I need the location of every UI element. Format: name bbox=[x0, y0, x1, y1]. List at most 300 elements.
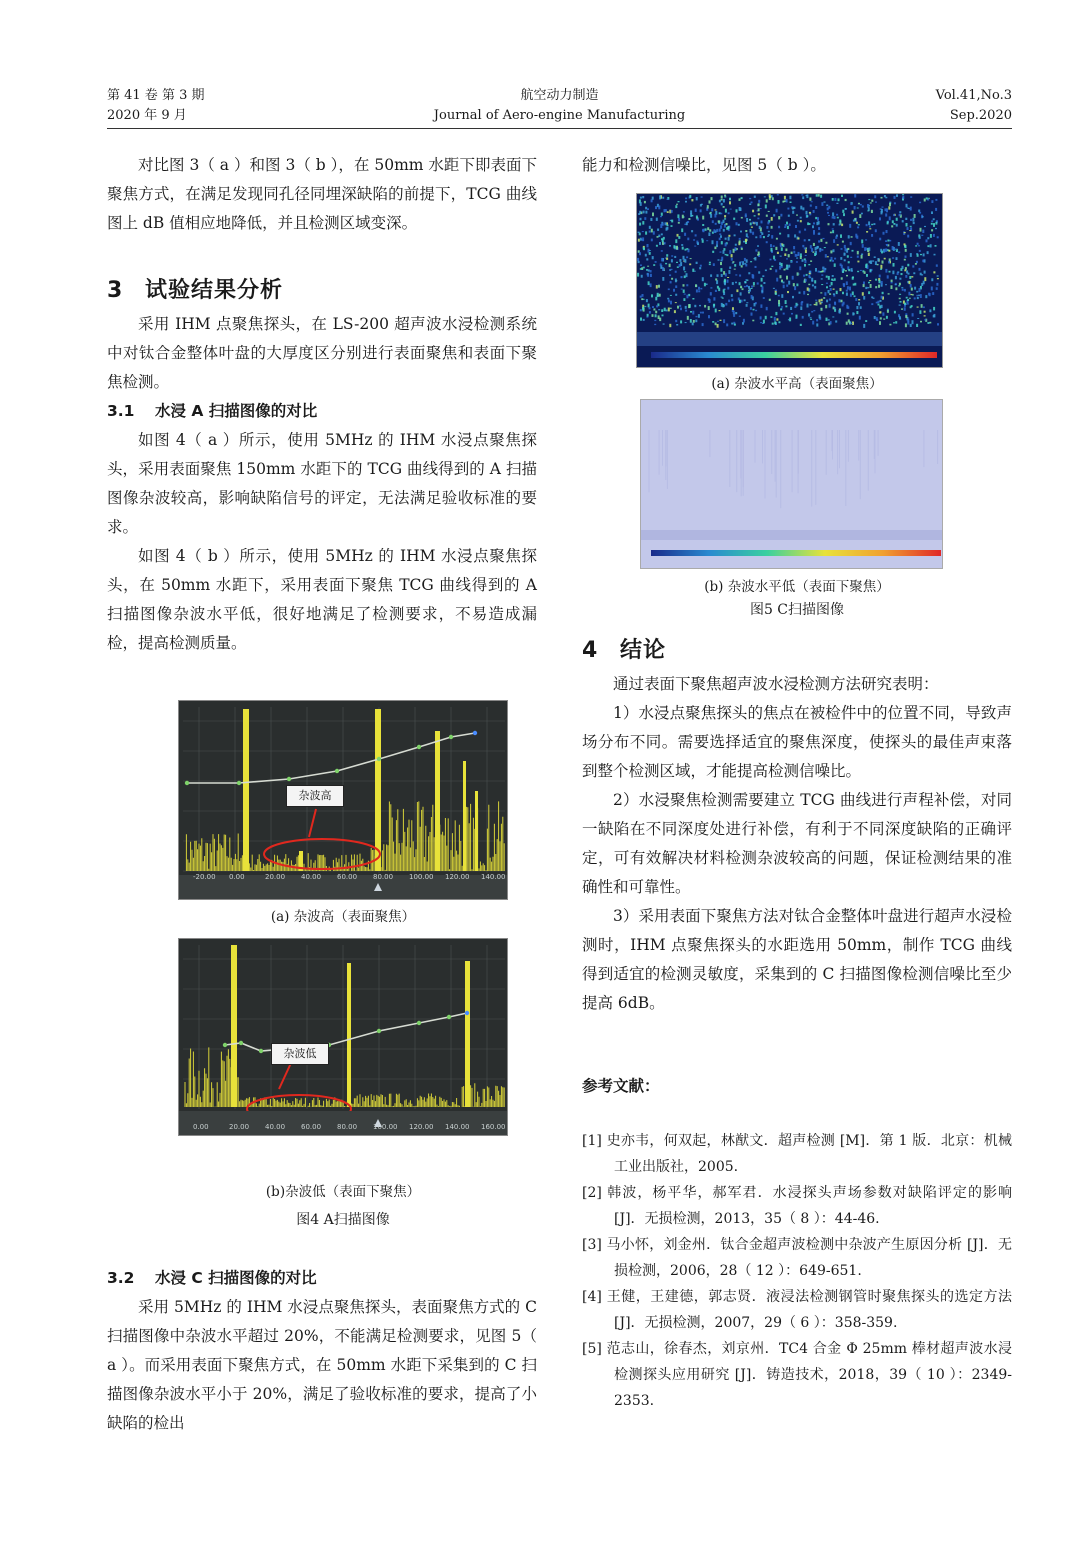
cscan-speckle bbox=[826, 286, 828, 288]
reference-item: [1] 史亦韦，何双起，林猷文．超声检测 [M]．第 1 版．北京：机械工业出版社，2005. bbox=[582, 1133, 1012, 1175]
cscan-speckle bbox=[892, 271, 894, 275]
cscan-speckle bbox=[881, 197, 883, 199]
cscan-speckle bbox=[929, 309, 931, 312]
cscan-speckle bbox=[932, 292, 934, 295]
cscan-speckle bbox=[716, 280, 718, 284]
cscan-speckle bbox=[760, 304, 762, 308]
cscan-speckle bbox=[765, 316, 767, 320]
cscan-speckle bbox=[677, 306, 679, 309]
cscan-speckle bbox=[849, 287, 851, 291]
cscan-speckle bbox=[868, 253, 870, 256]
cscan-faint-streak bbox=[845, 430, 846, 506]
cscan-speckle bbox=[917, 243, 919, 245]
cscan-speckle bbox=[683, 298, 685, 301]
cscan-speckle bbox=[869, 226, 871, 228]
cscan-speckle bbox=[855, 298, 857, 301]
cscan-speckle bbox=[653, 264, 655, 266]
cscan-speckle bbox=[813, 243, 815, 246]
cscan-speckle bbox=[652, 213, 654, 217]
cscan-speckle bbox=[723, 319, 725, 323]
paragraph-3-1-b: 如图 4（ b ）所示，使用 5MHz 的 IHM 水浸点聚焦探头，在 50mm 水距下，采用表面下聚焦 TCG 曲线得到的 A 扫描图像杂波水平低，很好地满足了检测要求，不易造成漏检，提高检测质量。 bbox=[107, 547, 537, 652]
cscan-speckle bbox=[717, 321, 719, 322]
cscan-speckle bbox=[686, 248, 688, 250]
cscan-speckle bbox=[871, 296, 873, 298]
cscan-speckle bbox=[766, 215, 768, 217]
cscan-speckle bbox=[834, 258, 836, 260]
cscan-speckle bbox=[921, 304, 923, 308]
cscan-speckle bbox=[663, 237, 665, 240]
cscan-colorbar bbox=[651, 550, 941, 556]
cscan-speckle bbox=[854, 295, 856, 297]
paragraph-3-1-a: 如图 4（ a ）所示，使用 5MHz 的 IHM 水浸点聚焦探头，采用表面聚焦 150mm 水距下的 TCG 曲线得到的 A 扫描图像杂波较高，影响缺陷信号的评定，无法满足验收标准的要求。 bbox=[107, 431, 537, 536]
tcg-point bbox=[377, 757, 381, 761]
cscan-speckle bbox=[696, 289, 698, 292]
cscan-speckle bbox=[744, 258, 746, 261]
cscan-speckle bbox=[889, 271, 891, 273]
cscan-speckle bbox=[661, 233, 663, 235]
cscan-speckle bbox=[834, 263, 836, 267]
cscan-speckle bbox=[885, 208, 887, 211]
references-title: 参考文献： bbox=[582, 1077, 660, 1095]
cscan-speckle bbox=[885, 248, 887, 251]
cscan-speckle bbox=[734, 234, 736, 236]
cscan-speckle bbox=[745, 239, 747, 242]
cscan-speckle bbox=[754, 196, 756, 198]
cscan-speckle bbox=[838, 310, 840, 313]
cscan-speckle bbox=[908, 273, 910, 275]
cscan-speckle bbox=[736, 222, 738, 225]
cscan-speckle bbox=[650, 270, 652, 273]
cscan-speckle bbox=[763, 236, 765, 238]
cscan-speckle bbox=[867, 287, 869, 288]
cscan-speckle bbox=[826, 283, 828, 284]
cscan-speckle bbox=[930, 244, 932, 247]
cscan-speckle bbox=[833, 239, 835, 243]
cscan-speckle bbox=[766, 307, 768, 310]
cscan-speckle bbox=[862, 205, 864, 207]
cscan-speckle bbox=[899, 305, 901, 306]
cscan-speckle bbox=[794, 306, 796, 308]
cscan-speckle bbox=[660, 263, 662, 266]
cscan-speckle bbox=[843, 302, 845, 305]
cscan-speckle bbox=[881, 305, 883, 308]
cscan-speckle bbox=[730, 209, 732, 210]
cscan-speckle bbox=[754, 303, 756, 306]
cscan-speckle bbox=[754, 257, 756, 261]
cscan-speckle bbox=[691, 199, 693, 201]
cscan-speckle bbox=[689, 195, 691, 198]
cscan-speckle bbox=[827, 207, 829, 210]
cscan-speckle bbox=[732, 282, 734, 285]
cscan-speckle bbox=[899, 211, 901, 213]
cscan-speckle bbox=[644, 201, 646, 203]
cscan-speckle bbox=[798, 254, 800, 256]
cscan-speckle bbox=[712, 321, 714, 323]
cscan-speckle bbox=[902, 194, 904, 195]
cscan-speckle bbox=[926, 239, 928, 242]
cscan-speckle bbox=[724, 218, 726, 219]
cscan-speckle bbox=[766, 241, 768, 243]
cscan-speckle bbox=[723, 289, 725, 292]
cscan-speckle bbox=[796, 215, 798, 216]
cscan-speckle bbox=[811, 311, 813, 313]
cscan-speckle bbox=[889, 258, 891, 261]
cscan-speckle bbox=[789, 196, 791, 200]
cscan-speckle bbox=[826, 300, 828, 303]
cscan-speckle bbox=[780, 214, 782, 217]
cscan-speckle bbox=[891, 285, 893, 289]
cscan-speckle bbox=[810, 317, 812, 318]
cscan-speckle bbox=[688, 218, 690, 220]
cscan-speckle bbox=[676, 246, 678, 250]
cscan-speckle bbox=[846, 305, 848, 309]
cscan-speckle bbox=[921, 274, 923, 275]
cscan-speckle bbox=[887, 240, 889, 242]
cscan-speckle bbox=[909, 281, 911, 284]
cscan-speckle bbox=[754, 215, 756, 216]
cscan-speckle bbox=[904, 307, 906, 311]
cscan-speckle bbox=[777, 252, 779, 254]
cscan-speckle bbox=[694, 305, 696, 307]
cscan-speckle bbox=[845, 270, 847, 271]
axis-tick-label: 160.00 bbox=[481, 1123, 506, 1131]
cscan-speckle bbox=[649, 311, 651, 314]
cscan-speckle bbox=[736, 289, 738, 292]
cscan-speckle bbox=[898, 242, 900, 246]
cscan-speckle bbox=[640, 268, 642, 270]
cscan-faint-streak bbox=[740, 430, 741, 478]
cscan-speckle bbox=[784, 269, 786, 271]
cscan-speckle bbox=[777, 194, 779, 195]
cscan-speckle bbox=[875, 286, 877, 288]
cscan-speckle bbox=[640, 238, 642, 241]
cscan-speckle bbox=[910, 253, 912, 257]
cscan-faint-streak bbox=[765, 430, 766, 499]
cscan-speckle bbox=[720, 268, 722, 272]
cscan-speckle bbox=[812, 321, 814, 325]
cscan-speckle bbox=[705, 228, 707, 230]
cscan-speckle bbox=[922, 260, 924, 263]
cscan-speckle bbox=[651, 199, 653, 202]
cscan-speckle bbox=[923, 306, 925, 308]
cscan-faint-streak bbox=[780, 430, 781, 508]
cscan-speckle bbox=[786, 268, 788, 270]
cscan-speckle bbox=[820, 195, 822, 198]
cscan-speckle bbox=[927, 237, 929, 239]
cscan-speckle bbox=[702, 277, 704, 281]
cscan-speckle bbox=[782, 244, 784, 247]
cscan-speckle bbox=[781, 306, 783, 308]
cscan-speckle bbox=[677, 214, 679, 218]
cscan-speckle bbox=[813, 222, 815, 224]
cscan-speckle bbox=[667, 199, 669, 200]
cscan-speckle bbox=[921, 235, 923, 236]
cscan-speckle bbox=[900, 301, 902, 303]
cscan-speckle bbox=[861, 255, 863, 259]
cscan-speckle bbox=[696, 216, 698, 219]
cscan-speckle bbox=[869, 280, 871, 281]
cscan-speckle bbox=[741, 248, 743, 250]
cscan-speckle bbox=[870, 284, 872, 288]
cscan-speckle bbox=[644, 306, 646, 307]
cscan-speckle bbox=[709, 262, 711, 263]
cscan-speckle bbox=[856, 311, 858, 314]
cscan-speckle bbox=[689, 264, 691, 266]
cscan-speckle bbox=[739, 282, 741, 285]
cscan-speckle bbox=[871, 234, 873, 237]
cscan-speckle bbox=[930, 234, 932, 238]
cscan-speckle bbox=[912, 218, 914, 222]
cscan-speckle bbox=[713, 229, 715, 233]
cscan-speckle bbox=[817, 217, 819, 221]
cscan-speckle bbox=[849, 224, 851, 228]
cscan-speckle bbox=[841, 224, 843, 227]
cscan-speckle bbox=[750, 307, 752, 310]
cscan-speckle bbox=[685, 201, 687, 203]
clutter-arrow bbox=[309, 809, 316, 837]
cscan-speckle bbox=[830, 250, 832, 253]
cscan-speckle bbox=[886, 316, 888, 319]
cscan-speckle bbox=[851, 236, 853, 238]
cscan-speckle bbox=[650, 283, 652, 287]
cscan-speckle bbox=[872, 260, 874, 261]
cscan-speckle bbox=[875, 202, 877, 203]
cscan-speckle bbox=[857, 271, 859, 272]
cscan-speckle bbox=[739, 262, 741, 266]
cscan-speckle bbox=[845, 199, 847, 201]
cscan-speckle bbox=[806, 195, 808, 196]
cscan-speckle bbox=[880, 269, 882, 270]
cscan-speckle bbox=[704, 305, 706, 308]
cscan-speckle bbox=[912, 320, 914, 324]
cscan-speckle bbox=[898, 285, 900, 286]
cscan-colorbar bbox=[651, 352, 937, 358]
cscan-speckle bbox=[709, 264, 711, 266]
cscan-speckle bbox=[681, 289, 683, 290]
section-3-heading bbox=[107, 276, 537, 306]
cscan-speckle bbox=[701, 196, 703, 197]
cscan-speckle bbox=[828, 290, 830, 293]
cscan-speckle bbox=[754, 222, 756, 224]
cscan-speckle bbox=[869, 228, 871, 229]
cscan-speckle bbox=[910, 324, 912, 327]
cscan-speckle bbox=[651, 229, 653, 233]
cscan-speckle bbox=[847, 286, 849, 289]
cscan-speckle bbox=[642, 294, 644, 297]
cscan-speckle bbox=[767, 236, 769, 237]
cscan-speckle bbox=[761, 221, 763, 224]
cscan-speckle bbox=[924, 226, 926, 227]
cscan-speckle bbox=[662, 277, 664, 281]
axis-tick-label: 40.00 bbox=[265, 1123, 286, 1131]
cscan-speckle bbox=[643, 319, 645, 321]
cscan-speckle bbox=[654, 324, 656, 325]
cscan-speckle bbox=[651, 294, 653, 297]
cscan-speckle bbox=[787, 208, 789, 210]
cscan-speckle bbox=[690, 319, 692, 323]
cscan-speckle bbox=[781, 247, 783, 251]
cscan-speckle bbox=[868, 199, 870, 200]
cscan-faint-streak bbox=[848, 430, 849, 462]
cscan-speckle bbox=[771, 266, 773, 267]
cscan-speckle bbox=[919, 202, 921, 204]
cscan-speckle bbox=[715, 223, 717, 225]
cscan-speckle bbox=[861, 213, 863, 215]
cscan-speckle bbox=[814, 304, 816, 305]
cscan-speckle bbox=[731, 299, 733, 302]
cscan-speckle bbox=[851, 323, 853, 324]
cscan-speckle bbox=[863, 324, 865, 328]
paragraph-conclusion-intro: 通过表面下聚焦超声波水浸检测方法研究表明： bbox=[613, 675, 939, 693]
cscan-speckle bbox=[770, 268, 772, 270]
cscan-speckle bbox=[824, 247, 826, 248]
cscan-speckle bbox=[775, 290, 777, 292]
cscan-speckle bbox=[823, 238, 825, 239]
cscan-faint-streak bbox=[662, 430, 663, 466]
cscan-speckle bbox=[778, 200, 780, 204]
cscan-speckle bbox=[836, 203, 838, 204]
cscan-speckle bbox=[873, 223, 875, 225]
cscan-speckle bbox=[766, 199, 768, 202]
cscan-speckle bbox=[741, 217, 743, 219]
cscan-speckle bbox=[696, 262, 698, 264]
subsection-3-2-heading bbox=[107, 1264, 537, 1293]
cscan-speckle bbox=[815, 247, 817, 251]
cscan-speckle bbox=[656, 218, 658, 221]
cscan-speckle bbox=[664, 242, 666, 244]
cscan-speckle bbox=[647, 266, 649, 267]
cscan-speckle bbox=[758, 271, 760, 273]
cscan-speckle bbox=[896, 218, 898, 221]
cscan-speckle bbox=[847, 248, 849, 250]
cscan-speckle bbox=[922, 230, 924, 233]
cscan-speckle bbox=[826, 318, 828, 321]
cscan-speckle bbox=[709, 213, 711, 215]
references-heading-block bbox=[582, 1072, 1012, 1101]
cscan-speckle bbox=[731, 254, 733, 257]
cscan-speckle bbox=[690, 258, 692, 259]
cscan-speckle bbox=[763, 282, 765, 284]
cscan-speckle bbox=[925, 295, 927, 298]
cscan-speckle bbox=[738, 224, 740, 226]
cscan-speckle bbox=[715, 278, 717, 280]
cscan-speckle bbox=[718, 259, 720, 260]
cscan-speckle bbox=[725, 243, 727, 247]
figure-4a-clutter-label: 杂波高 bbox=[286, 785, 344, 807]
cscan-speckle bbox=[834, 307, 836, 309]
cscan-speckle bbox=[899, 316, 901, 319]
cscan-speckle bbox=[703, 229, 705, 233]
cscan-speckle bbox=[756, 222, 758, 226]
cscan-speckle bbox=[846, 322, 848, 325]
cscan-speckle bbox=[866, 274, 868, 277]
cscan-speckle bbox=[649, 250, 651, 251]
cscan-speckle bbox=[723, 206, 725, 208]
cscan-speckle bbox=[801, 301, 803, 303]
section-4-title: 结论 bbox=[620, 638, 667, 663]
cscan-speckle bbox=[832, 198, 834, 201]
cscan-speckle bbox=[822, 270, 824, 272]
cscan-speckle bbox=[935, 199, 937, 201]
cscan-speckle bbox=[722, 298, 724, 299]
axis-tick-label: 140.00 bbox=[481, 873, 506, 881]
cscan-speckle bbox=[790, 202, 792, 204]
cscan-speckle bbox=[831, 257, 833, 260]
cscan-speckle bbox=[893, 214, 895, 216]
cscan-speckle bbox=[656, 245, 658, 247]
tcg-point bbox=[287, 777, 291, 781]
cscan-speckle bbox=[829, 293, 831, 295]
cscan-speckle bbox=[826, 205, 828, 207]
cscan-speckle bbox=[917, 307, 919, 308]
cscan-speckle bbox=[796, 254, 798, 256]
cscan-speckle bbox=[933, 307, 935, 311]
cscan-speckle bbox=[752, 232, 754, 235]
cscan-speckle bbox=[676, 262, 678, 263]
cscan-speckle bbox=[885, 269, 887, 273]
cscan-speckle bbox=[882, 261, 884, 264]
cscan-speckle bbox=[819, 299, 821, 302]
cscan-speckle bbox=[800, 217, 802, 219]
cscan-speckle bbox=[808, 264, 810, 265]
cscan-speckle bbox=[720, 225, 722, 229]
cscan-speckle bbox=[813, 310, 815, 311]
cscan-speckle bbox=[937, 236, 939, 238]
cscan-speckle bbox=[887, 275, 889, 278]
cscan-faint-streak bbox=[798, 430, 799, 493]
cscan-speckle bbox=[653, 308, 655, 310]
cscan-speckle bbox=[673, 245, 675, 248]
cscan-faint-streak bbox=[815, 430, 816, 505]
cscan-speckle bbox=[888, 206, 890, 209]
cscan-speckle bbox=[755, 236, 757, 238]
cscan-speckle bbox=[724, 195, 726, 197]
cscan-speckle bbox=[745, 230, 747, 232]
cscan-speckle bbox=[791, 252, 793, 254]
cscan-speckle bbox=[892, 257, 894, 259]
cscan-speckle bbox=[850, 294, 852, 297]
cscan-speckle bbox=[868, 247, 870, 251]
cscan-speckle bbox=[843, 213, 845, 216]
cscan-speckle bbox=[829, 304, 831, 308]
cscan-speckle bbox=[675, 320, 677, 322]
cscan-speckle bbox=[867, 204, 869, 208]
figure-4a-ascan-image bbox=[178, 700, 508, 900]
figure-4b-clutter-label: 杂波低 bbox=[271, 1043, 329, 1065]
cscan-speckle bbox=[758, 200, 760, 203]
cscan-speckle bbox=[757, 254, 759, 256]
cscan-speckle bbox=[766, 226, 768, 229]
cscan-speckle bbox=[715, 323, 717, 326]
cscan-speckle bbox=[667, 225, 669, 227]
cscan-speckle bbox=[833, 249, 835, 252]
cscan-speckle bbox=[654, 320, 656, 321]
cscan-speckle bbox=[898, 252, 900, 254]
cscan-speckle bbox=[668, 308, 670, 312]
cscan-speckle bbox=[685, 249, 687, 251]
cscan-speckle bbox=[773, 288, 775, 289]
cscan-speckle bbox=[829, 285, 831, 287]
cscan-speckle bbox=[709, 299, 711, 303]
paragraph-continued: 能力和检测信噪比，见图 5（ b ）。 bbox=[582, 156, 826, 174]
cscan-speckle bbox=[821, 249, 823, 251]
cscan-speckle bbox=[728, 212, 730, 214]
cscan-speckle bbox=[916, 324, 918, 327]
cscan-speckle bbox=[721, 199, 723, 201]
section-4-number: 4 bbox=[582, 638, 599, 663]
cscan-speckle bbox=[924, 199, 926, 202]
cscan-speckle bbox=[878, 285, 880, 288]
